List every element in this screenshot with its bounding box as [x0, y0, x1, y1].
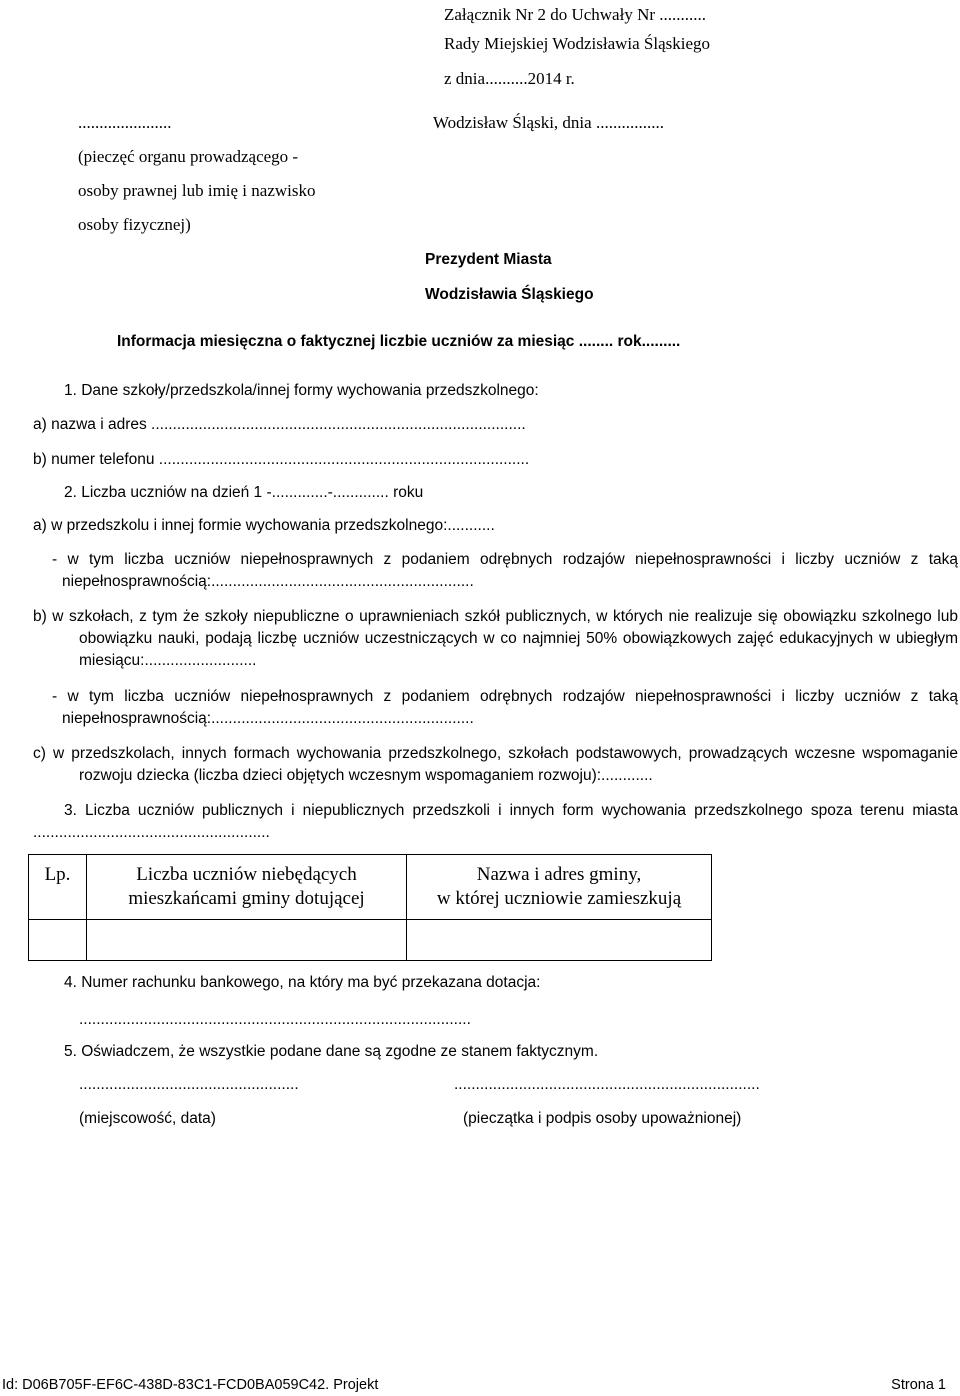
- section-3-text: 3. Liczba uczniów publicznych i niepublicznych przedszkoli i innych form wychowania przedszkolnego spoza terenu miasta .......................................................: [33, 802, 958, 841]
- footer-document-id: Id: D06B705F-EF6C-438D-83C1-FCD0BA059C42. Projekt: [2, 1377, 379, 1393]
- document-title: Informacja miesięczna o faktycznej liczbie uczniów za miesiąc ........ rok.........: [117, 333, 681, 350]
- seal-label-1: (pieczęć organu prowadzącego -: [78, 147, 299, 166]
- table-header-row: [29, 855, 712, 920]
- section-4-heading: 4. Numer rachunku bankowego, na który ma być przekazana dotacja:: [64, 974, 541, 991]
- table-header-municipality: Nazwa i adres gminy, w której uczniowie zamieszkują: [407, 855, 712, 920]
- attachment-line-2: Rady Miejskiej Wodzisławia Śląskiego: [444, 34, 711, 53]
- section-2-item-a-disabled: - w tym liczba uczniów niepełnosprawnych z podaniem odrębnych rodzajów niepełnosprawności i liczby uczniów z taką niepełnosprawnością:.............................................................: [52, 551, 958, 590]
- table-row: [29, 920, 712, 961]
- table-cell-lp[interactable]: [29, 920, 87, 961]
- seal-label-3: osoby fizycznej): [78, 215, 191, 234]
- footer-page-number: Strona 1: [891, 1377, 946, 1393]
- table-header-count: Liczba uczniów niebędących mieszkańcami gminy dotującej: [87, 855, 407, 920]
- recipient-line-1: Prezydent Miasta: [425, 251, 552, 268]
- table-header-lp: Lp.: [29, 855, 87, 920]
- place-date: Wodzisław Śląski, dnia ................: [433, 113, 664, 132]
- section-5-heading: 5. Oświadczem, że wszystkie podane dane są zgodne ze stanem faktycznym.: [64, 1043, 599, 1060]
- place-date-label: (miejscowość, data): [79, 1110, 216, 1127]
- signature-label: (pieczątka i podpis osoby upoważnionej): [463, 1110, 742, 1127]
- section-2-item-b: b) w szkołach, z tym że szkoły niepubliczne o uprawnieniach szkół publicznych, w których nie realizuje się obowiązku szkolnego lub obowiązku nauki, podają liczbę uczniów uczestniczących w co najmniej 50% obowiązkowych zajęć edukacyjnych w ubiegłym miesiącu:..........................: [33, 608, 958, 669]
- section-2-item-a: a) w przedszkolu i innej formie wychowania przedszkolnego:...........: [33, 517, 495, 534]
- bank-account-dots: ...........................................................................................: [79, 1011, 471, 1028]
- seal-dots: ......................: [78, 113, 172, 132]
- section-2-item-b-disabled: - w tym liczba uczniów niepełnosprawnych z podaniem odrębnych rodzajów niepełnosprawności i liczby uczniów z taką niepełnosprawnością:.............................................................: [52, 688, 958, 727]
- recipient-line-2: Wodzisławia Śląskiego: [425, 286, 594, 303]
- table-cell-municipality[interactable]: [407, 920, 712, 961]
- seal-label-2: osoby prawnej lub imię i nazwisko: [78, 181, 316, 200]
- table-cell-count[interactable]: [87, 920, 407, 961]
- section-1-heading: 1. Dane szkoły/przedszkola/innej formy wychowania przedszkolnego:: [64, 382, 539, 399]
- section-1-phone: b) numer telefonu ......................................................................................: [33, 451, 530, 468]
- section-2-item-c: c) w przedszkolach, innych formach wychowania przedszkolnego, szkołach podstawowych, prowadzących wczesne wspomaganie rozwoju dziecka (liczba dzieci objętych wczesnym wspomaganiem rozwoju):............: [33, 745, 958, 784]
- section-2-heading: 2. Liczba uczniów na dzień 1 -.............-............. roku: [64, 484, 424, 501]
- non-resident-students-table: [28, 854, 712, 961]
- section-1-name-address: a) nazwa i adres .......................................................................................: [33, 416, 526, 433]
- signature-dots: .......................................................................: [454, 1076, 760, 1093]
- attachment-line-1: Załącznik Nr 2 do Uchwały Nr ...........: [444, 5, 707, 24]
- place-date-dots: ...................................................: [79, 1076, 299, 1093]
- attachment-line-3: z dnia..........2014 r.: [444, 69, 575, 88]
